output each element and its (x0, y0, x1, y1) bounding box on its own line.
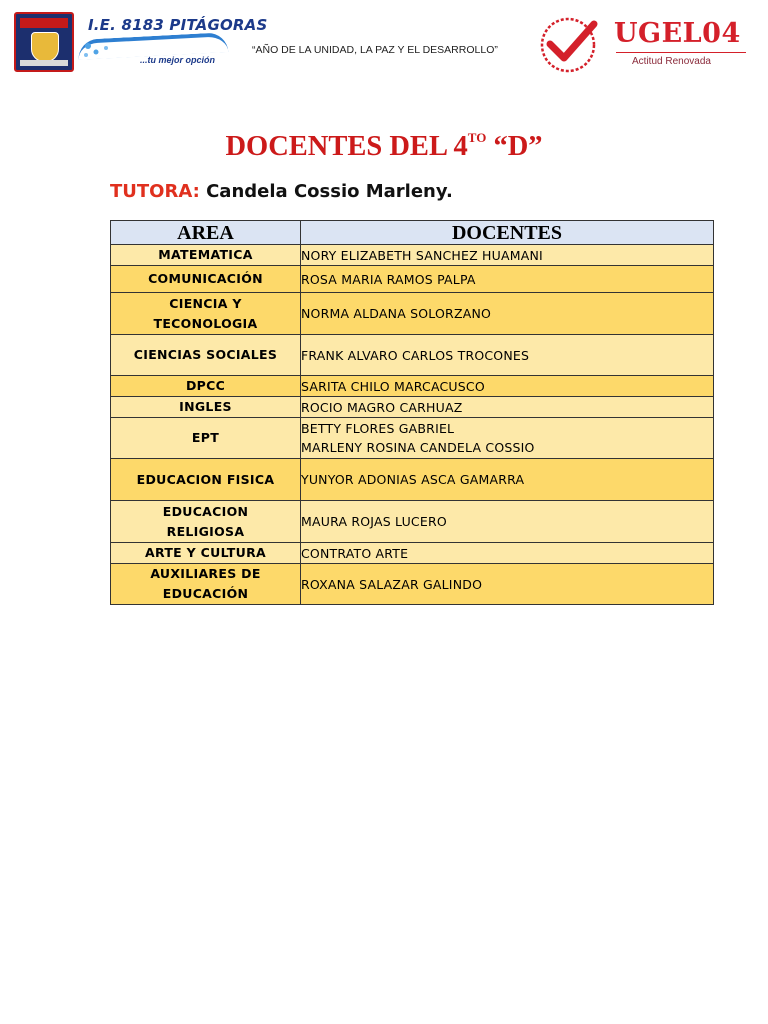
table-row (111, 293, 714, 335)
table-row (111, 564, 714, 605)
tutor-line (110, 181, 453, 202)
teacher-name: FRANK ALVARO CARLOS TROCONES (301, 347, 530, 363)
area-name: EDUCACION (162, 503, 249, 519)
teacher-cell (301, 459, 714, 501)
school-motto: ...tu mejor opción (140, 55, 216, 65)
teacher-name: NORMA ALDANA SOLORZANO (301, 306, 492, 321)
table-row (111, 376, 714, 397)
table-row (111, 266, 714, 293)
area-name: RELIGIOSA (166, 523, 245, 539)
teacher-cell (301, 293, 714, 335)
area-name: MATEMATICA (158, 247, 253, 262)
school-crest-icon (14, 12, 74, 72)
table-row (111, 397, 714, 418)
ugel-logo (534, 14, 754, 74)
title-suffix: “D” (486, 131, 543, 162)
area-cell (111, 293, 301, 335)
teacher-cell (301, 501, 714, 543)
teacher-cell (301, 376, 714, 397)
school-logo (14, 12, 268, 74)
teacher-cell (301, 397, 714, 418)
check-seal-icon (534, 14, 606, 74)
table-row (111, 543, 714, 564)
tutor-label: TUTORA: (110, 181, 200, 202)
school-name: I.E. 8183 PITÁGORAS (88, 16, 268, 34)
ugel-name: UGEL04 (614, 18, 741, 49)
ugel-tagline: Actitud Renovada (632, 56, 711, 67)
teacher-name: ROXANA SALAZAR GALINDO (301, 576, 483, 592)
title-main: DOCENTES DEL 4 (225, 131, 468, 162)
area-name: EDUCACIÓN (162, 586, 249, 601)
area-cell (111, 266, 301, 293)
teacher-cell (301, 418, 714, 459)
page-title (0, 131, 768, 163)
area-cell (111, 459, 301, 501)
area-name: ARTE Y CULTURA (145, 545, 266, 560)
page-header (0, 0, 768, 90)
area-cell (111, 397, 301, 418)
table-header-row (111, 221, 714, 245)
teacher-name: MARLENY ROSINA CANDELA COSSIO (301, 440, 535, 455)
teacher-name: ROCIO MAGRO CARHUAZ (301, 399, 463, 415)
header-teachers: DOCENTES (301, 221, 714, 245)
table-row (111, 335, 714, 376)
teachers-table (110, 220, 714, 605)
ugel-divider (616, 52, 746, 53)
teacher-name: YUNYOR ADONIAS ASCA GAMARRA (301, 472, 525, 487)
area-name: DPCC (185, 378, 226, 393)
teacher-name: SARITA CHILO MARCACUSCO (301, 378, 485, 394)
area-name: EPT (191, 430, 220, 445)
teacher-name: CONTRATO ARTE (301, 545, 409, 561)
area-name: TECONOLOGIA (153, 315, 258, 331)
area-cell (111, 376, 301, 397)
teacher-cell (301, 335, 714, 376)
area-cell (111, 245, 301, 266)
tutor-name: Candela Cossio Marleny. (206, 181, 453, 202)
header-area: AREA (111, 221, 301, 245)
year-motto: “AÑO DE LA UNIDAD, LA PAZ Y EL DESARROLLO” (252, 44, 498, 56)
teacher-name: BETTY FLORES GABRIEL (301, 421, 455, 436)
teacher-name: ROSA MARIA RAMOS PALPA (301, 271, 476, 287)
table-row (111, 245, 714, 266)
title-superscript: TO (467, 129, 487, 145)
area-name: CIENCIA Y (169, 295, 242, 311)
area-cell (111, 418, 301, 459)
table-row (111, 418, 714, 459)
area-name: EDUCACION FISICA (136, 471, 275, 487)
teacher-name: NORY ELIZABETH SANCHEZ HUAMANI (301, 247, 543, 263)
area-cell (111, 501, 301, 543)
area-name: AUXILIARES DE (150, 566, 261, 581)
table-row (111, 459, 714, 501)
area-name: CIENCIAS SOCIALES (133, 347, 278, 362)
teacher-cell (301, 564, 714, 605)
teacher-cell (301, 245, 714, 266)
table-body (111, 245, 714, 605)
area-cell (111, 564, 301, 605)
water-drops-icon (80, 38, 140, 60)
table-row (111, 501, 714, 543)
teacher-name: MAURA ROJAS LUCERO (301, 514, 447, 529)
area-name: INGLES (179, 399, 232, 414)
area-cell (111, 543, 301, 564)
area-name: COMUNICACIÓN (148, 271, 263, 286)
area-cell (111, 335, 301, 376)
teacher-cell (301, 266, 714, 293)
teacher-cell (301, 543, 714, 564)
